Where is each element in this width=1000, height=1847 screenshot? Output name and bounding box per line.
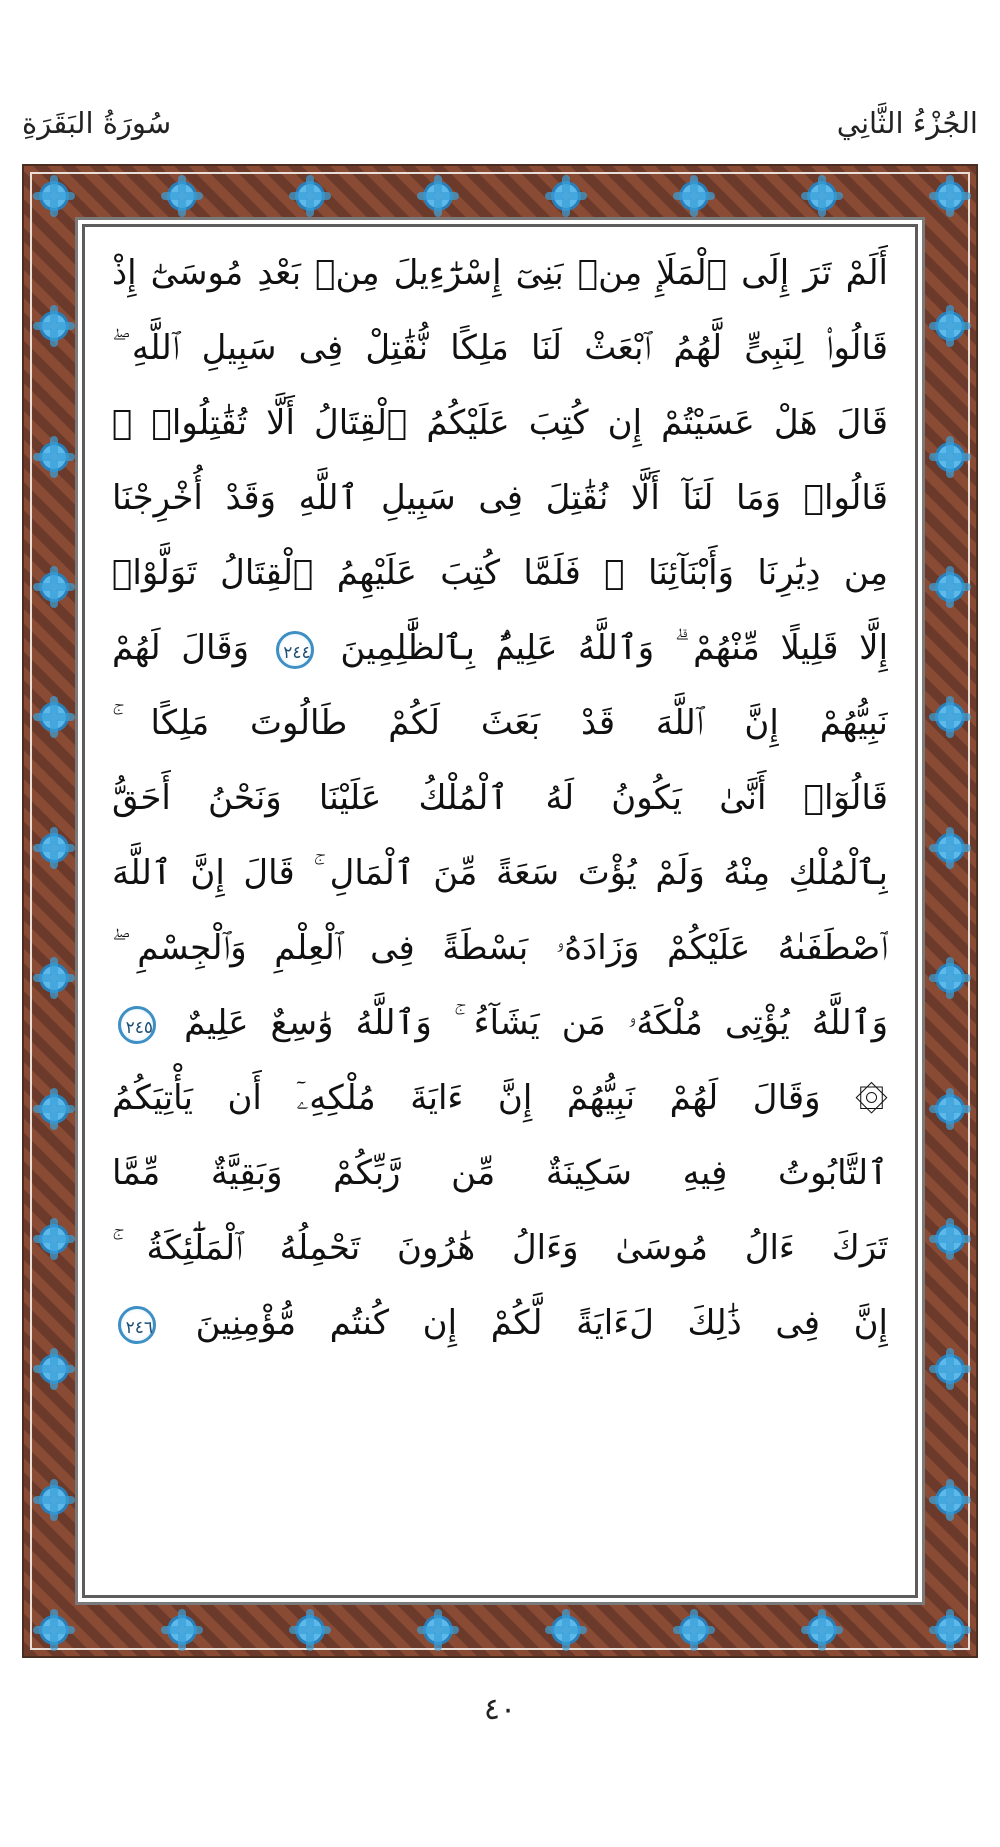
- verse-line: [112, 1211, 888, 1286]
- verse-text: تَرَكَ ءَالُ مُوسَىٰ وَءَالُ هَٰرُونَ تَحْمِلُهُ ٱلْمَلَٰٓئِكَةُ ۚ: [112, 1228, 888, 1268]
- flower-ornament-icon: [935, 963, 965, 993]
- flower-ornament-icon: [39, 1094, 69, 1124]
- flower-ornament-icon: [679, 181, 709, 211]
- verse-text: إِلَّا قَلِيلًا مِّنْهُمْ ۗ وَٱللَّهُ عَلِيمٌۢ بِٱلظَّٰلِمِينَ: [340, 628, 888, 668]
- verse-text: إِنَّ فِى ذَٰلِكَ لَءَايَةً لَّكُمْ إِن كُنتُم مُّؤْمِنِينَ: [195, 1303, 888, 1343]
- verse-line: [112, 986, 888, 1061]
- verse-line: [112, 611, 888, 686]
- verse-text: ٱلتَّابُوتُ فِيهِ سَكِينَةٌ مِّن رَّبِّكُمْ وَبَقِيَّةٌ مِّمَّا: [112, 1153, 888, 1193]
- flower-ornament-icon: [39, 442, 69, 472]
- flower-ornament-icon: [935, 1094, 965, 1124]
- page-header: [22, 100, 978, 146]
- flower-ornament-icon: [423, 181, 453, 211]
- verse-line: [112, 761, 888, 836]
- flower-ornament-icon: [935, 1224, 965, 1254]
- verse-line: [112, 236, 888, 311]
- flower-ornament-icon: [935, 1615, 965, 1645]
- flower-ornament-icon: [807, 1615, 837, 1645]
- surah-title: سُورَةُ البَقَرَةِ: [22, 106, 172, 140]
- flower-ornament-icon: [807, 181, 837, 211]
- verse-text: قَالُوا۟ وَمَا لَنَآ أَلَّا نُقَٰتِلَ فِى سَبِيلِ ٱللَّهِ وَقَدْ أُخْرِجْنَا: [112, 478, 888, 518]
- flower-ornament-icon: [39, 1224, 69, 1254]
- flower-ornament-icon: [935, 181, 965, 211]
- verse-text: وَٱللَّهُ يُؤْتِى مُلْكَهُۥ مَن يَشَآءُ ۚ وَٱللَّهُ وَٰسِعٌ عَلِيمٌ: [184, 1003, 888, 1043]
- verse-line: [112, 1286, 888, 1361]
- flower-ornament-icon: [935, 442, 965, 472]
- flower-ornament-icon: [39, 1615, 69, 1645]
- verse-text: قَالُوٓا۟ أَنَّىٰ يَكُونُ لَهُ ٱلْمُلْكُ عَلَيْنَا وَنَحْنُ أَحَقُّ: [112, 778, 888, 818]
- verse-text: وَقَالَ لَهُمْ: [112, 628, 250, 668]
- verse-line: [112, 536, 888, 611]
- verse-line: [112, 686, 888, 761]
- flower-ornament-icon: [167, 181, 197, 211]
- flower-ornament-icon: [935, 833, 965, 863]
- verse-line: [112, 1136, 888, 1211]
- verse-line: [112, 461, 888, 536]
- verse-text: نَبِيُّهُمْ إِنَّ ٱللَّهَ قَدْ بَعَثَ لَكُمْ طَالُوتَ مَلِكًا ۚ: [112, 703, 888, 743]
- verse-text: ۞ وَقَالَ لَهُمْ نَبِيُّهُمْ إِنَّ ءَايَةَ مُلْكِهِۦٓ أَن يَأْتِيَكُمُ: [112, 1078, 888, 1118]
- verse-line: [112, 911, 888, 986]
- juz-title: الجُزْءُ الثَّانِي: [836, 106, 978, 140]
- flower-ornament-icon: [295, 1615, 325, 1645]
- verse-text: مِن دِيَٰرِنَا وَأَبْنَآئِنَا ۖ فَلَمَّا كُتِبَ عَلَيْهِمُ ٱلْقِتَالُ تَوَلَّوْا۟: [112, 553, 888, 593]
- flower-ornament-icon: [39, 833, 69, 863]
- flower-ornament-icon: [423, 1615, 453, 1645]
- page-number: ٤٠: [483, 1692, 517, 1727]
- flower-ornament-icon: [935, 1485, 965, 1515]
- flower-ornament-icon: [39, 963, 69, 993]
- verse-line: [112, 836, 888, 911]
- verse-text: أَلَمْ تَرَ إِلَى ٱلْمَلَإِ مِنۢ بَنِىٓ إِسْرَٰٓءِيلَ مِنۢ بَعْدِ مُوسَىٰٓ إِذْ: [112, 253, 888, 293]
- flower-ornament-icon: [551, 1615, 581, 1645]
- flower-ornament-icon: [39, 572, 69, 602]
- verse-text: بِٱلْمُلْكِ مِنْهُ وَلَمْ يُؤْتَ سَعَةً مِّنَ ٱلْمَالِ ۚ قَالَ إِنَّ ٱللَّهَ: [112, 853, 888, 893]
- flower-ornament-icon: [39, 181, 69, 211]
- ayah-number-marker: ٢٤٥: [118, 1006, 156, 1044]
- flower-ornament-icon: [39, 1485, 69, 1515]
- verse-text: قَالُوا۟ لِنَبِىٍّ لَّهُمُ ٱبْعَثْ لَنَا مَلِكًا نُّقَٰتِلْ فِى سَبِيلِ ٱللَّهِ ۖ: [112, 328, 888, 368]
- quran-text: [112, 236, 888, 1586]
- verse-line: [112, 1061, 888, 1136]
- verse-line: [112, 386, 888, 461]
- verse-text: قَالَ هَلْ عَسَيْتُمْ إِن كُتِبَ عَلَيْكُمُ ٱلْقِتَالُ أَلَّا تُقَٰتِلُوا۟ ۖ: [112, 403, 888, 443]
- flower-ornament-icon: [679, 1615, 709, 1645]
- flower-ornament-icon: [295, 181, 325, 211]
- flower-ornament-icon: [551, 181, 581, 211]
- verse-text: ٱصْطَفَىٰهُ عَلَيْكُمْ وَزَادَهُۥ بَسْطَةً فِى ٱلْعِلْمِ وَٱلْجِسْمِ ۖ: [112, 928, 888, 968]
- flower-ornament-icon: [935, 572, 965, 602]
- verse-line: [112, 311, 888, 386]
- ayah-number-marker: ٢٤٦: [118, 1306, 156, 1344]
- ayah-number-marker: ٢٤٤: [276, 631, 314, 669]
- flower-ornament-icon: [167, 1615, 197, 1645]
